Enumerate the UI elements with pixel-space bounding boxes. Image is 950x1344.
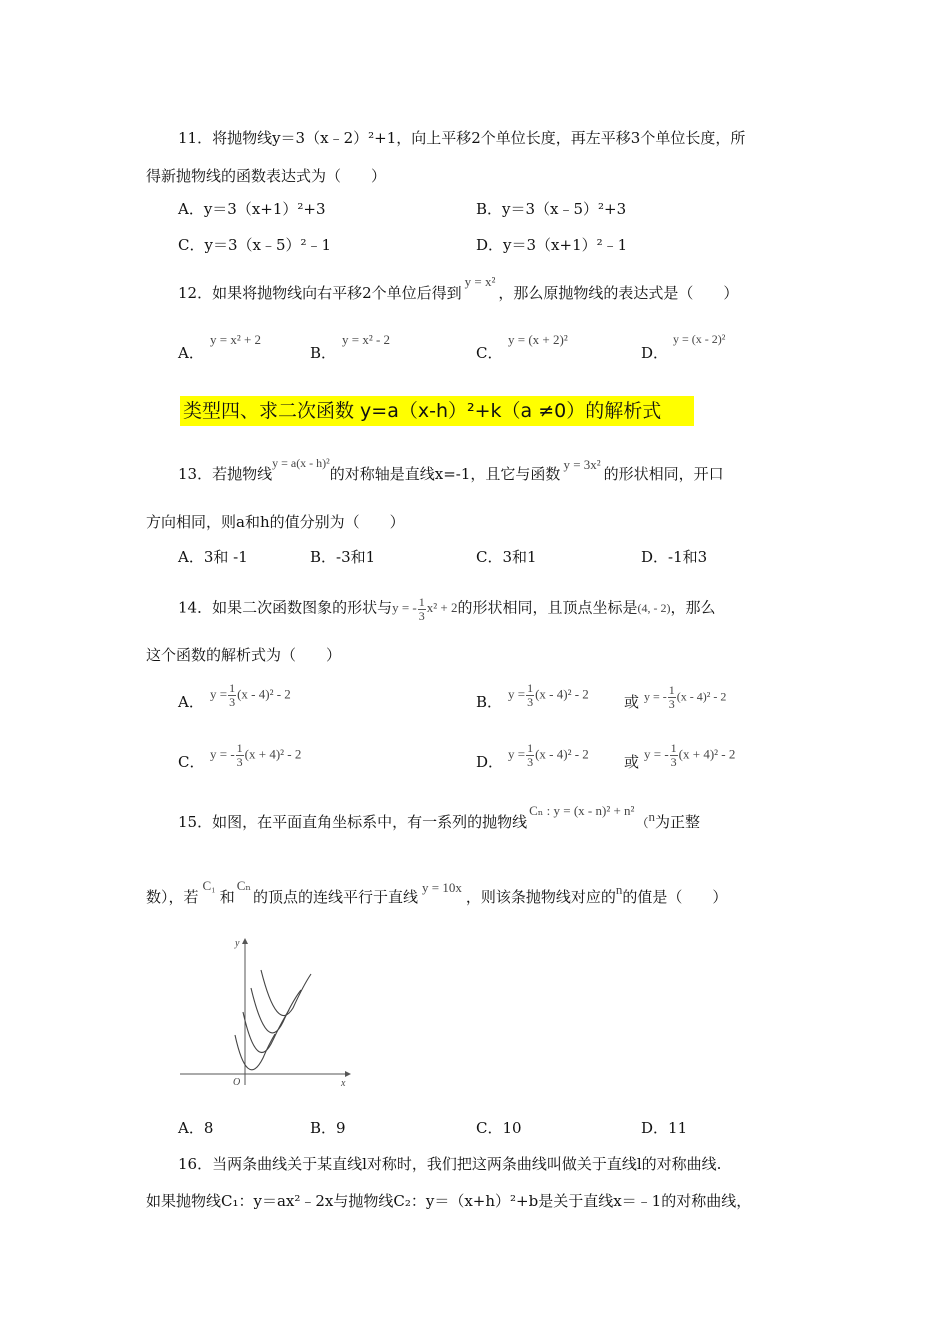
q15-option-a: A．8 (178, 1119, 214, 1137)
q14-option-b-or: 或 (624, 693, 640, 711)
q12-option-a-label: A． (178, 344, 204, 362)
q13-option-a: A．3和 -1 (178, 548, 248, 566)
q14-option-d-or: 或 (624, 753, 640, 771)
q12-option-d: y = (x - 2)² (673, 332, 726, 346)
section-heading: 类型四、求二次函数 y=a（x-h）²+k（a ≠0）的解析式 (180, 396, 694, 426)
q16-line2: 如果抛物线C₁：y＝ax²﹣2x与抛物线C₂：y＝（x+h）²+b是关于直线x＝﹣1的对称曲线， (146, 1192, 752, 1210)
q14-option-c-label: C． (178, 753, 205, 771)
q15-c1: C₁ (202, 878, 216, 893)
q15-line2-c: ，则该条抛物线对应的 (465, 888, 616, 906)
q14-option-b: y = $\frac{1}{3}$ (x - 4)² - 2 (508, 681, 589, 709)
q11-line1: 11．将抛物线y＝3（x﹣2）²+1，向上平移2个单位长度，再左平移3个单位长度，所 (178, 129, 746, 147)
q15-post: 为正整 (654, 813, 700, 831)
q13-option-c: C．3和1 (476, 548, 537, 566)
q14-option-d-alt: y = - $\frac{1}{3}$ (x + 4)² - 2 (644, 741, 736, 769)
q11-option-a: A．y＝3（x+1）²+3 (178, 200, 326, 218)
q14-option-a: y = $\frac{1}{3}$ (x - 4)² - 2 (210, 681, 291, 709)
q12-option-b: y = x² - 2 (342, 332, 391, 347)
q15-figure (175, 930, 355, 1090)
q13-mid: 的对称轴是直线x=-1，且它与函数 (329, 465, 561, 483)
q11-option-b: B．y＝3（x﹣5）²+3 (476, 200, 627, 218)
q12-option-d-label: D． (641, 344, 669, 362)
q14-option-c: y = - $\frac{1}{3}$ (x + 4)² - 2 (210, 741, 302, 769)
q15-n2: n (615, 882, 623, 897)
q14-expr-b: x² + 2 (426, 600, 458, 616)
q11-option-c: C．y＝3（x﹣5）²﹣1 (178, 236, 332, 254)
q15-line2 (146, 878, 728, 908)
q15-line1 (178, 803, 700, 833)
q14-option-b-label: B． (476, 693, 503, 711)
q14-option-d-label: D． (476, 753, 504, 771)
q14-pre: 14．如果二次函数图象的形状与 (178, 598, 393, 617)
parabola-1 (235, 1034, 275, 1070)
q13-line1 (178, 456, 724, 485)
q13-option-b: B．-3和1 (310, 548, 376, 566)
parabola-4 (261, 970, 311, 1016)
origin-label: O (233, 1077, 241, 1088)
q15-cn: Cₙ (236, 878, 252, 893)
q12-option-c: y = (x + 2)² (508, 332, 568, 347)
q11-line2: 得新抛物线的函数表达式为（ ） (146, 167, 387, 185)
q12-pre: 12．如果将抛物线向右平移2个单位后得到 (178, 284, 462, 302)
q13-option-d: D．-1和3 (641, 548, 708, 566)
axis-x-label: x (341, 1078, 346, 1089)
q15-line2-b: 的顶点的连线平行于直线 (253, 888, 419, 906)
x-axis-arrow-icon (345, 1071, 351, 1077)
axis-y-label: y (235, 938, 240, 949)
q15-option-d: D．11 (641, 1119, 688, 1137)
q14-expr-den: 3 (418, 609, 425, 623)
q15-option-b: B．9 (310, 1119, 346, 1137)
q12-option-b-label: B． (310, 344, 337, 362)
q14-line1 (178, 596, 716, 623)
q15-line2-a: 数），若 (146, 888, 199, 906)
q14-mid: 的形状相同，且顶点坐标是 (457, 598, 638, 617)
q12-post: ，那么原抛物线的表达式是（ ） (498, 284, 739, 302)
q13-post: 的形状相同，开口 (603, 465, 724, 483)
q12-expr: y = x² (464, 274, 496, 289)
q12-option-c-label: C． (476, 344, 503, 362)
q14-vertex: (4, - 2) (637, 601, 671, 616)
q13-expr1: y = a(x - h)² (272, 456, 330, 470)
q14-option-a-label: A． (178, 693, 204, 711)
q14-expr-frac (418, 596, 426, 623)
q15-and: 和 (219, 888, 235, 906)
q15-expr: Cₙ : y = (x - n)² + n² (529, 803, 635, 818)
q14-option-d: y = $\frac{1}{3}$ (x - 4)² - 2 (508, 741, 589, 769)
q14-expr-a: y = - (392, 600, 417, 616)
q12-option-a: y = x² + 2 (210, 332, 262, 347)
q14-post: ，那么 (670, 598, 716, 617)
q15-option-c: C．10 (476, 1119, 522, 1137)
q15-n: n (648, 809, 655, 824)
y-axis-arrow-icon (242, 938, 248, 944)
q13-expr2: y = 3x² (563, 457, 601, 472)
q14-option-b-alt: y = - $\frac{1}{3}$ (x - 4)² - 2 (644, 683, 727, 711)
q14-line2: 这个函数的解析式为（ ） (146, 646, 342, 664)
q13-pre: 13．若抛物线 (178, 465, 273, 483)
q15-line-expr: y = 10x (422, 880, 462, 895)
q13-line2: 方向相同，则a和h的值分别为（ ） (146, 513, 405, 531)
q12-line (178, 274, 739, 304)
parabola-2 (243, 1010, 289, 1053)
q15-line2-d: 的值是（ ） (622, 888, 728, 906)
q14-expr-num: 1 (418, 595, 425, 609)
q15-pre: 15．如图，在平面直角坐标系中，有一系列的抛物线 (178, 813, 528, 831)
q14-expr (392, 595, 458, 623)
q15-paren: （ (636, 816, 649, 830)
q16-line1: 16．当两条曲线关于某直线l对称时，我们把这两条曲线叫做关于直线l的对称曲线. (178, 1155, 722, 1173)
q11-option-d: D．y＝3（x+1）²﹣1 (476, 236, 628, 254)
